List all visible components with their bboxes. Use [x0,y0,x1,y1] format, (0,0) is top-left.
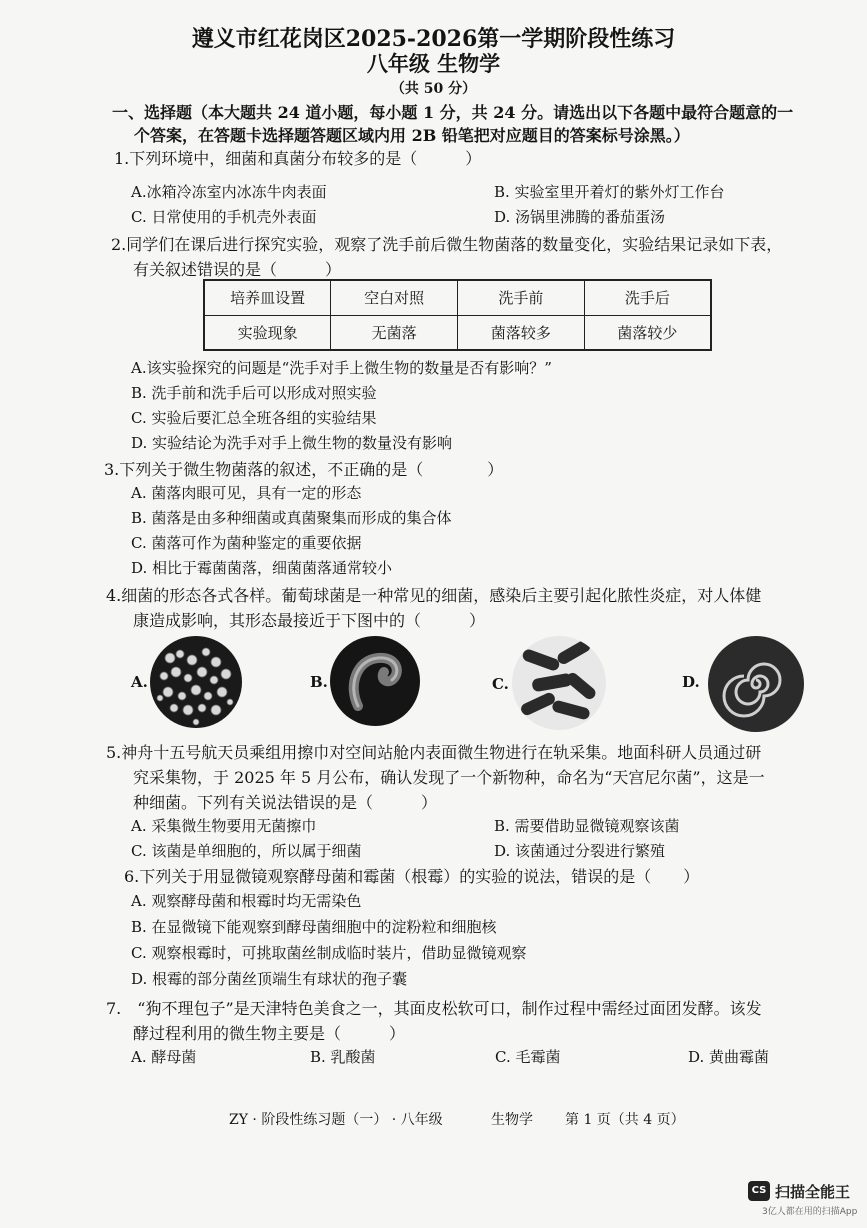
q1-option-c: C. 日常使用的手机壳外表面 [131,208,317,226]
q7-stem-line1: 7. “狗不理包子”是天津特色美食之一，其面皮松软可口，制作过程中需经过面团发酵。该发 [106,999,762,1018]
watermark-app-name: 扫描全能王 [775,1183,851,1201]
q4-image-a-cocci-clusters [150,636,242,728]
q2-option-a: A.该实验探究的问题是“洗手对手上微生物的数量是否有影响？” [131,359,552,377]
q5-option-c: C. 该菌是单细胞的，所以属于细菌 [131,842,362,860]
q5-stem-line1: 5.神舟十五号航天员乘组用擦巾对空间站舱内表面微生物进行在轨采集。地面科研人员通过研 [106,743,762,762]
section-heading-line1: 一、选择题（本大题共 24 道小题，每小题 1 分，共 24 分。请选出以下各题中最符合题意的一 [112,103,794,122]
table-row [204,280,711,315]
table-row [204,315,711,350]
q4-label-c: C. [492,675,509,693]
q2-option-b: B. 洗手前和洗手后可以形成对照实验 [131,384,377,402]
table-cell: 无菌落 [331,315,458,350]
q4-image-b-curved-bacterium [330,636,420,726]
q7-option-a: A. 酵母菌 [131,1048,197,1066]
q6-option-c: C. 观察根霉时，可挑取菌丝制成临时装片，借助显微镜观察 [131,944,527,962]
q6-stem: 6.下列关于用显微镜观察酵母菌和霉菌（根霉）的实验的说法，错误的是（ ） [124,867,700,886]
q4-stem-line1: 4.细菌的形态各式各样。葡萄球菌是一种常见的细菌，感染后主要引起化脓性炎症，对人体健 [106,586,762,605]
q3-option-d: D. 相比于霉菌菌落，细菌菌落通常较小 [131,559,393,577]
table-cell: 培养皿设置 [204,280,331,315]
q7-option-c: C. 毛霉菌 [495,1048,561,1066]
q3-option-b: B. 菌落是由多种细菌或真菌聚集而形成的集合体 [131,509,452,527]
q5-option-a: A. 采集微生物要用无菌擦巾 [131,817,317,835]
table-cell: 实验现象 [204,315,331,350]
q7-option-d: D. 黄曲霉菌 [688,1048,770,1066]
q1-option-a: A.冰箱冷冻室内冰冻牛肉表面 [131,183,327,201]
q3-stem: 3.下列关于微生物菌落的叙述，不正确的是（ ） [104,460,504,479]
q2-option-d: D. 实验结论为洗手对手上微生物的数量没有影响 [131,434,453,452]
q4-label-a: A. [131,673,148,691]
q2-stem-line2: 有关叙述错误的是（ ） [133,260,342,279]
q3-option-a: A. 菌落肉眼可见，具有一定的形态 [131,484,362,502]
q4-stem-line2: 康造成影响，其形态最接近于下图中的（ ） [133,611,486,630]
q1-option-d: D. 汤锅里沸腾的番茄蛋汤 [494,208,666,226]
total-score: （共 50 分） [390,81,477,97]
section-heading-line2: 个答案，在答题卡选择题答题区域内用 2B 铅笔把对应题目的答案标号涂黑。） [134,126,690,145]
q2-results-table [203,279,712,351]
q2-stem-line1: 2.同学们在课后进行探究实验，观察了洗手前后微生物菌落的数量变化，实验结果记录如下表， [111,235,783,254]
q5-option-b: B. 需要借助显微镜观察该菌 [494,817,680,835]
q7-option-b: B. 乳酸菌 [310,1048,376,1066]
table-cell: 洗手后 [584,280,711,315]
page-subtitle: 八年级 生物学 [366,51,501,76]
table-cell: 菌落较多 [458,315,585,350]
q2-option-c: C. 实验后要汇总全班各组的实验结果 [131,409,377,427]
q6-option-b: B. 在显微镜下能观察到酵母菌细胞中的淀粉粒和细胞核 [131,918,497,936]
q5-stem-line3: 种细菌。下列有关说法错误的是（ ） [133,793,438,812]
q4-image-c-rod-bacteria [512,636,606,730]
q6-option-a: A. 观察酵母菌和根霉时均无需染色 [131,892,362,910]
q3-option-c: C. 菌落可作为菌种鉴定的重要依据 [131,534,362,552]
footer-page-number: 第 1 页（共 4 页） [565,1112,685,1128]
footer-subject: 生物学 [491,1112,533,1128]
q6-option-d: D. 根霉的部分菌丝顶端生有球状的孢子囊 [131,970,408,988]
watermark-tagline: 3亿人都在用的扫描App [762,1207,858,1217]
q4-label-d: D. [682,673,700,691]
q5-stem-line2: 究采集物，于 2025 年 5 月公布，确认发现了一个新物种，命名为“天宫尼尔菌”，这是一 [133,768,765,787]
q7-stem-line2: 酵过程利用的微生物主要是（ ） [133,1024,406,1043]
camscanner-logo-icon: CS [748,1181,770,1201]
q1-option-b: B. 实验室里开着灯的紫外灯工作台 [494,183,725,201]
page-title: 遵义市红花岗区2025-2026第一学期阶段性练习 [191,26,676,52]
table-cell: 菌落较少 [584,315,711,350]
q4-label-b: B. [310,673,328,691]
q4-image-d-spiral-bacterium [708,636,804,732]
table-cell: 空白对照 [331,280,458,315]
table-cell: 洗手前 [458,280,585,315]
q5-option-d: D. 该菌通过分裂进行繁殖 [494,842,666,860]
footer-series: ZY · 阶段性练习题（一） · 八年级 [229,1112,443,1128]
q1-stem: 1.下列环境中，细菌和真菌分布较多的是（ ） [114,149,482,168]
